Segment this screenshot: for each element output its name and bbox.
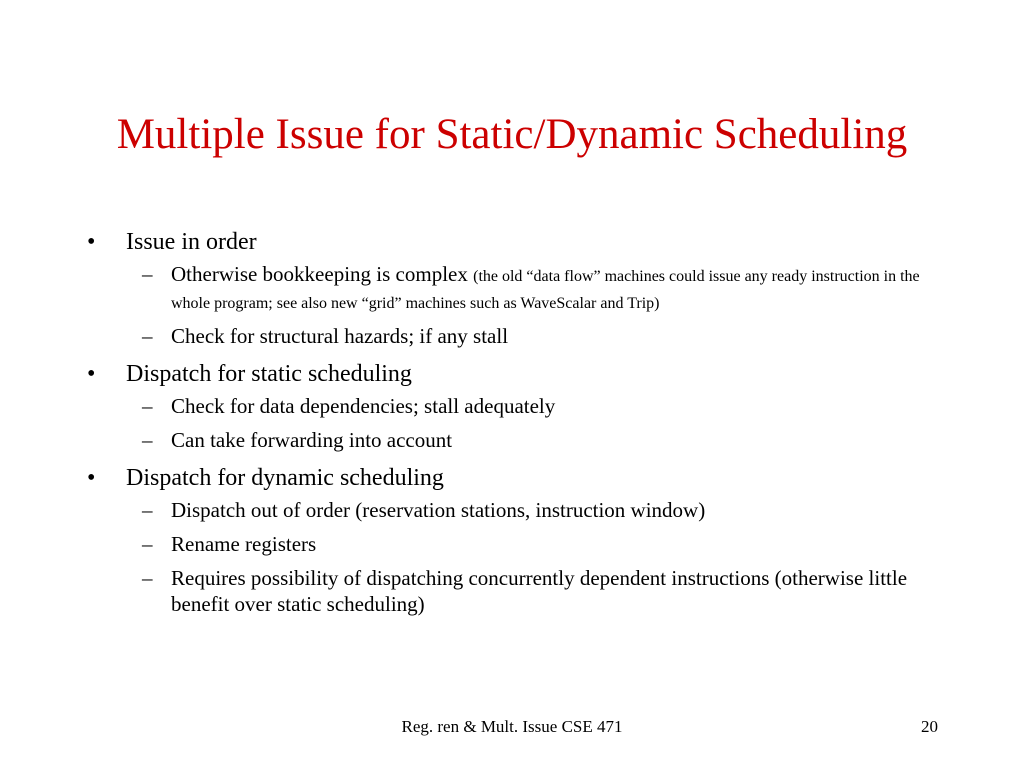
dash-icon: – — [142, 394, 153, 418]
sub-bullet-item — [0, 323, 937, 349]
bullet-icon: • — [87, 361, 96, 387]
bullet-text: Issue in order — [126, 229, 257, 255]
sub-bullet-item — [0, 427, 937, 453]
bullet-icon: • — [87, 465, 96, 491]
sub-bullet-item — [0, 261, 937, 315]
sub-bullet-text: Check for structural hazards; if any stall — [171, 324, 509, 348]
footer-page-number: 20 — [921, 717, 938, 736]
sub-bullet-text: Requires possibility of dispatching concurrently dependent instructions (otherwise little benefit over static scheduling) — [171, 566, 908, 616]
dash-icon: – — [142, 498, 153, 522]
footer-course-label: Reg. ren & Mult. Issue CSE 471 — [401, 717, 623, 736]
sub-bullet-text: Can take forwarding into account — [171, 428, 453, 452]
bullet-item — [0, 225, 926, 259]
sub-bullet-item — [0, 497, 937, 523]
bullet-item — [0, 461, 926, 495]
sub-bullet-item — [0, 531, 937, 557]
dash-icon: – — [142, 532, 153, 556]
sub-bullet-text: Otherwise bookkeeping is complex — [171, 262, 468, 286]
dash-icon: – — [142, 428, 153, 452]
sub-bullet-item — [0, 393, 937, 419]
dash-icon: – — [142, 324, 153, 348]
sub-bullet-text: Dispatch out of order (reservation stations, instruction window) — [171, 498, 706, 522]
dash-icon: – — [142, 262, 153, 286]
bullet-icon: • — [87, 229, 96, 255]
sub-bullet-text: Check for data dependencies; stall adequately — [171, 394, 556, 418]
sub-bullet-note: (the old “data flow” machines could issue any ready instruction in the whole program; see also new “grid” machines such as WaveScalar and Trip) — [171, 268, 920, 312]
bullet-item — [0, 357, 926, 391]
bullet-text: Dispatch for static scheduling — [126, 361, 412, 387]
sub-bullet-item — [0, 565, 937, 617]
sub-bullet-text: Rename registers — [171, 532, 317, 556]
dash-icon: – — [142, 566, 153, 590]
bullet-list — [0, 225, 1024, 625]
slide-title: Multiple Issue for Static/Dynamic Scheduling — [116, 111, 908, 158]
bullet-text: Dispatch for dynamic scheduling — [126, 465, 444, 491]
